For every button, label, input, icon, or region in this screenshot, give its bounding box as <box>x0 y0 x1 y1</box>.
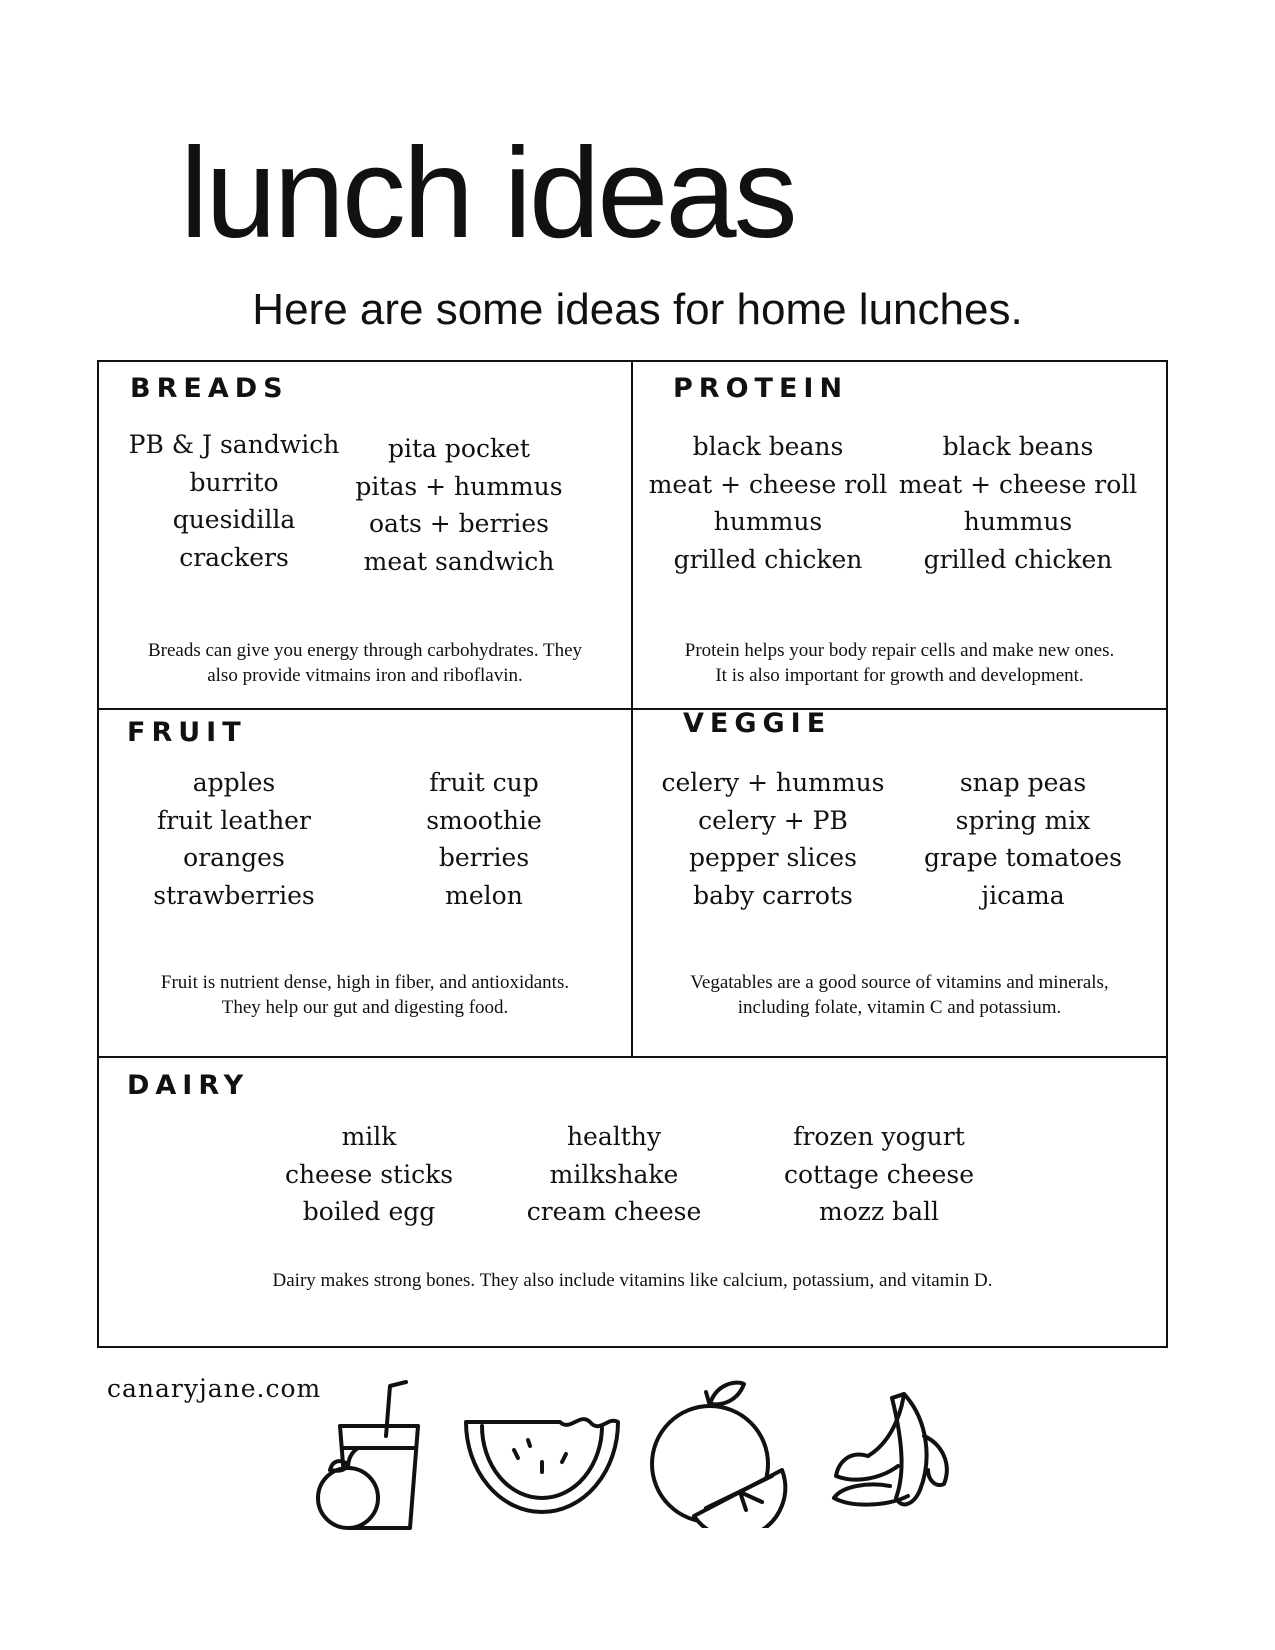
food-item: oranges <box>183 843 285 872</box>
food-item: cottage cheese <box>783 1159 975 1189</box>
food-item: celery + hummus <box>661 768 885 797</box>
banana-icon <box>828 1380 978 1520</box>
section-veggie <box>633 710 1166 1058</box>
section-description: Fruit is nutrient dense, high in fiber, and antioxidants. They help our gut and digesting food. <box>160 972 570 1018</box>
food-item: cream cheese <box>526 1197 702 1226</box>
orange-icon <box>648 1378 798 1528</box>
page-subtitle: Here are some ideas for home lunches. <box>252 285 1023 334</box>
food-column <box>119 426 349 576</box>
food-item: oats + berries <box>369 509 549 538</box>
page-title: lunch ideas <box>180 122 795 265</box>
food-item: hummus <box>713 507 823 536</box>
food-item: grape tomatoes <box>923 843 1123 872</box>
food-item: jicama <box>981 880 1065 910</box>
section-heading: PROTEIN <box>673 373 849 404</box>
section-description: Dairy makes strong bones. They also include vitamins like calcium, potassium, and vitamin D. <box>272 1270 993 1291</box>
food-item: quesidilla <box>172 505 296 534</box>
food-column <box>259 1118 479 1231</box>
watermelon-icon <box>462 1410 622 1520</box>
food-grid <box>97 360 1168 1348</box>
food-item: meat sandwich <box>363 546 555 576</box>
food-item: mozz ball <box>819 1197 939 1226</box>
food-item: milk <box>341 1122 397 1151</box>
food-item: healthy <box>566 1122 662 1151</box>
food-item: burrito <box>189 467 279 497</box>
food-item: pita pocket <box>388 434 530 463</box>
food-item: baby carrots <box>693 880 853 910</box>
food-item: black beans <box>692 432 844 461</box>
food-item: fruit leather <box>157 805 311 835</box>
food-item: frozen yogurt <box>793 1122 965 1151</box>
food-item: celery + PB <box>698 805 848 835</box>
food-column <box>374 764 594 914</box>
section-dairy <box>99 1058 1166 1346</box>
section-heading: FRUIT <box>127 717 247 748</box>
site-url: canaryjane.com <box>107 1374 322 1403</box>
food-column <box>653 764 893 914</box>
juice-apple-icon <box>310 1378 430 1538</box>
food-item: grilled chicken <box>673 544 863 574</box>
food-item: spring mix <box>955 805 1091 835</box>
section-heading: DAIRY <box>127 1070 250 1101</box>
food-column <box>759 1118 999 1231</box>
food-column <box>648 428 888 578</box>
section-heading: VEGGIE <box>683 708 832 739</box>
food-item: PB & J sandwich <box>128 430 340 459</box>
section-breads <box>99 362 633 710</box>
food-item: snap peas <box>959 768 1087 797</box>
food-item: meat + cheese roll <box>898 469 1138 499</box>
food-item: strawberries <box>153 880 315 910</box>
food-item: pitas + hummus <box>355 471 563 501</box>
food-item: smoothie <box>426 805 542 835</box>
section-heading: BREADS <box>130 373 289 404</box>
food-column <box>344 430 574 580</box>
food-item: milkshake <box>549 1159 679 1189</box>
food-column <box>903 764 1143 914</box>
food-item: meat + cheese roll <box>648 469 888 499</box>
food-item: melon <box>445 880 523 910</box>
food-item: fruit cup <box>429 768 539 797</box>
food-column <box>504 1118 724 1231</box>
food-item: cheese sticks <box>284 1159 454 1189</box>
food-item: crackers <box>179 542 289 572</box>
food-item: apples <box>192 768 276 797</box>
food-item: berries <box>438 843 530 872</box>
food-item: black beans <box>942 432 1094 461</box>
section-fruit <box>99 710 633 1058</box>
food-item: hummus <box>963 507 1073 536</box>
food-item: grilled chicken <box>923 544 1113 574</box>
section-description: Vegatables are a good source of vitamins and minerals, including folate, vitamin C and potassium. <box>690 972 1109 1018</box>
section-protein <box>633 362 1166 710</box>
section-description: Protein helps your body repair cells and make new ones. It is also important for growth and development. <box>684 640 1115 686</box>
section-description: Breads can give you energy through carbohydrates. They also provide vitmains iron and riboflavin. <box>147 640 583 686</box>
food-item: pepper slices <box>689 843 857 872</box>
food-column <box>898 428 1138 578</box>
food-item: boiled egg <box>302 1197 436 1226</box>
food-column <box>124 764 344 914</box>
